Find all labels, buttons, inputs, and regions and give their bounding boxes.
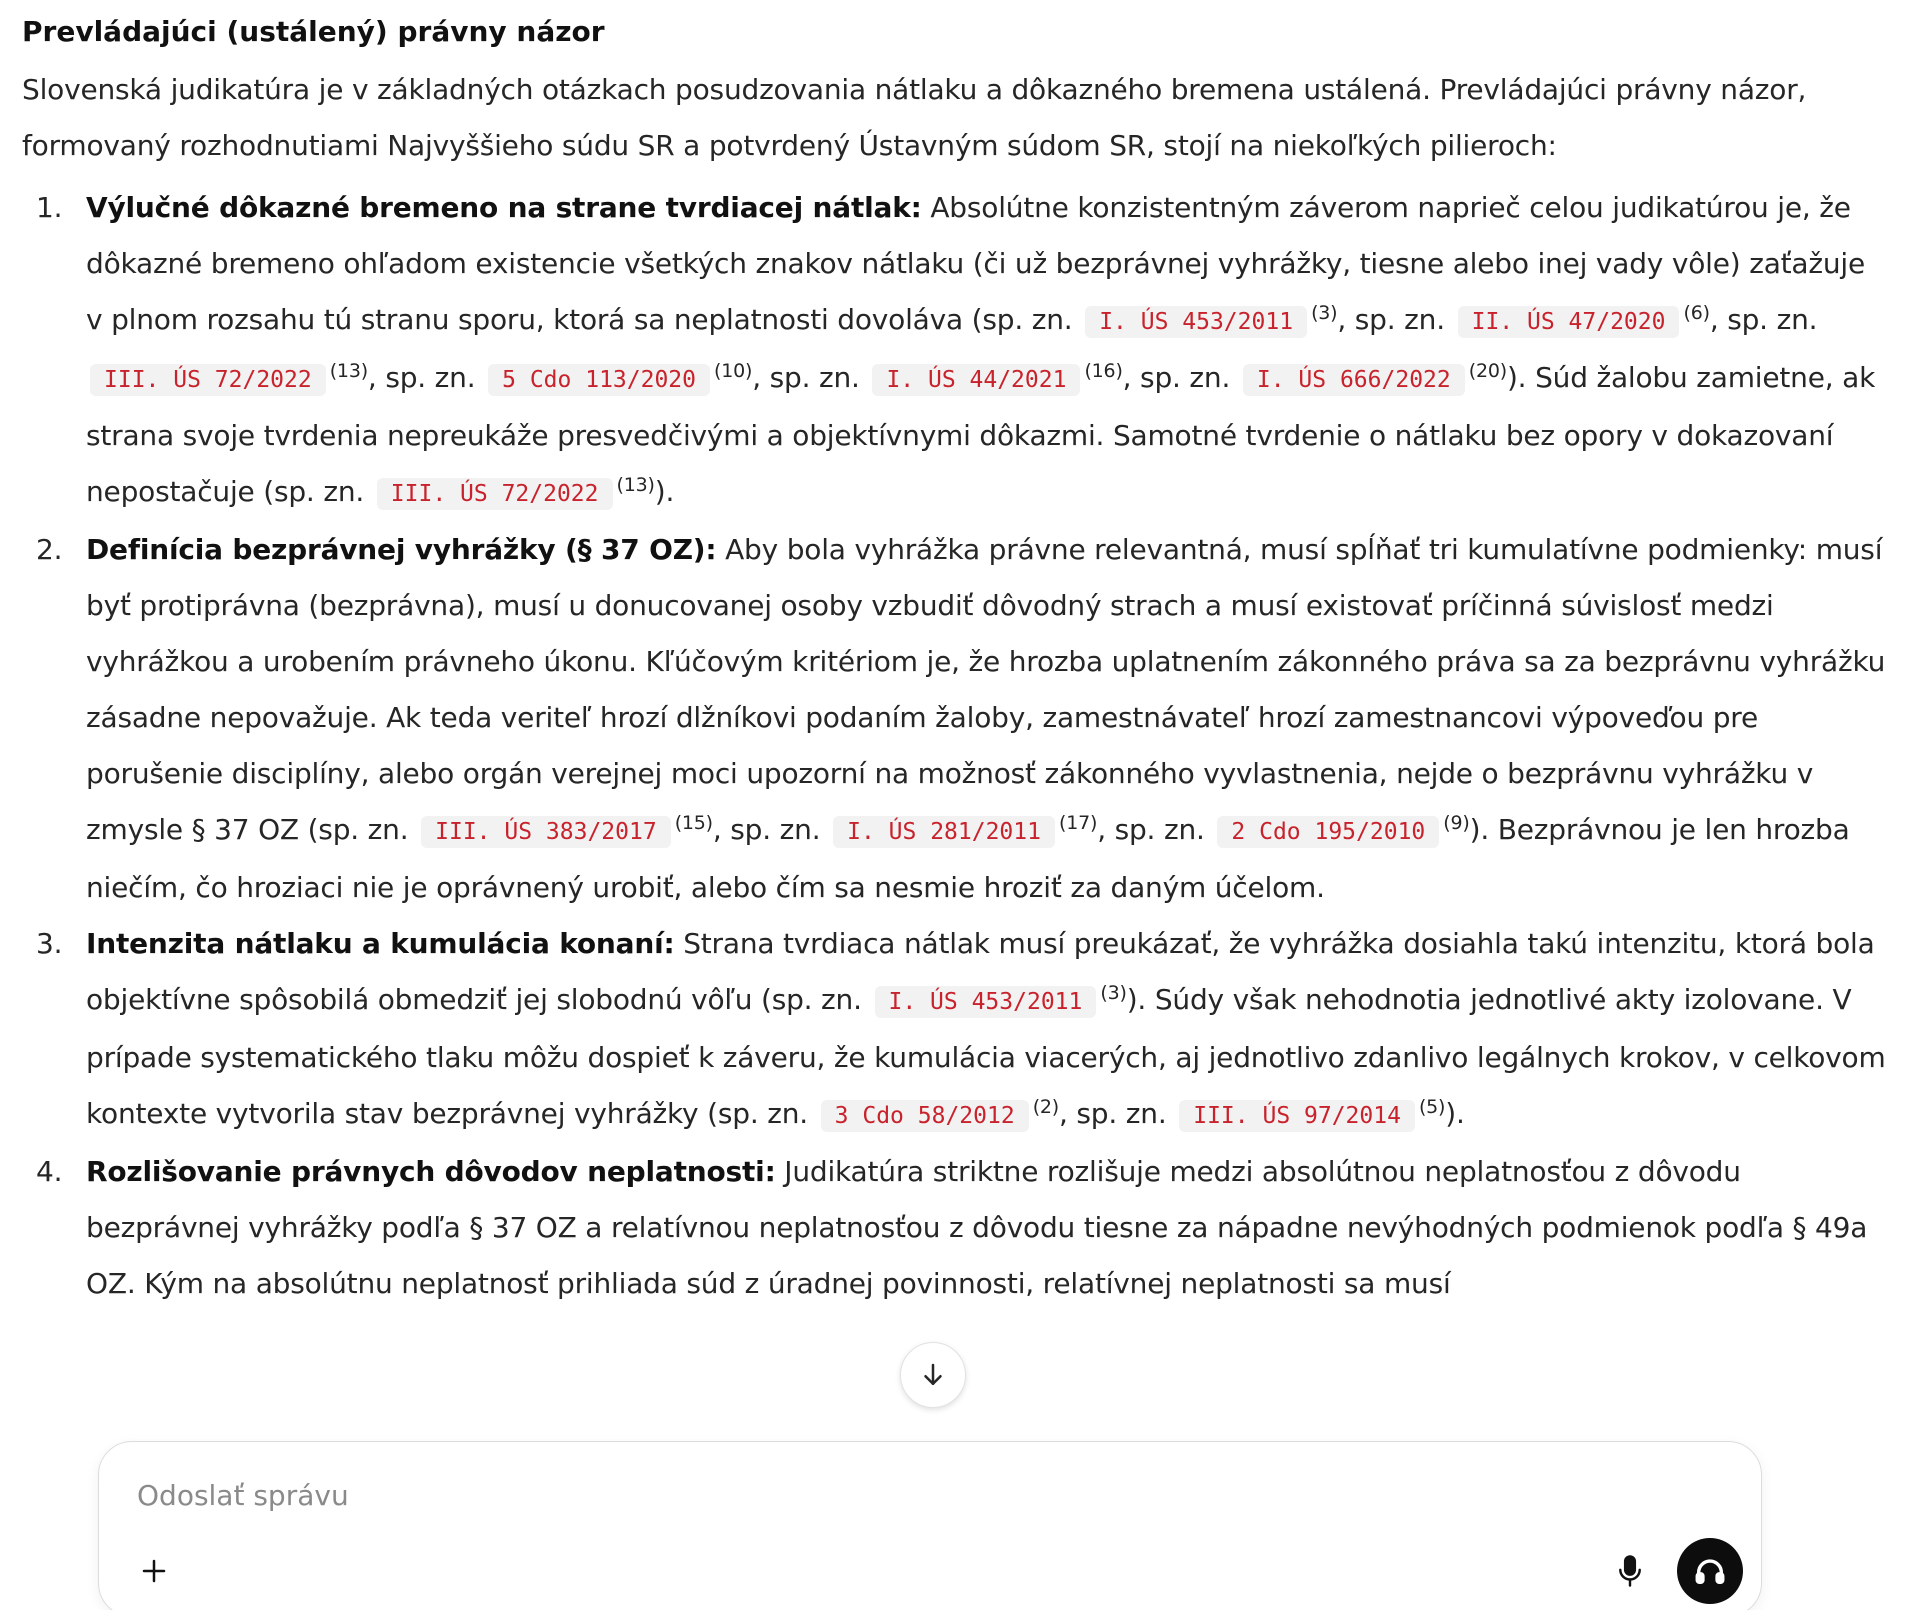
pillar-text: ).	[654, 475, 675, 508]
citation-number[interactable]: (5)	[1418, 1096, 1446, 1118]
case-reference: III. ÚS 97/2014	[1179, 1100, 1415, 1132]
intro-paragraph: Slovenská judikatúra je v základných otázkach posudzovania nátlaku a dôkazného bremena ustálená. Prevládajúci právny názor, formovaný rozhodnutiami Najvyššieho súdu SR a potvrdený Ústavným súdom SR, stojí na niekoľkých pilieroch:	[22, 73, 1807, 162]
pillar-title: Rozlišovanie právnych dôvodov neplatnosti:	[86, 1155, 776, 1188]
citation-number[interactable]: (13)	[616, 474, 655, 496]
citation-number[interactable]: (16)	[1084, 360, 1123, 382]
list-number: 2.	[36, 533, 63, 566]
pillar-text: Aby bola vyhrážka právne relevantná, musí spĺňať tri kumulatívne podmienky: musí byť protiprávna (bezprávna), musí u donucovanej osoby vzbudiť dôvodný strach a musí existovať príčinná súvislosť medzi vyhrážkou a urobením právneho úkonu. Kľúčovým kritériom je, že hrozba uplatnením zákonného práva sa za bezprávnu vyhrážku zásadne nepovažuje. Ak teda veriteľ hrozí dlžníkovi podaním žaloby, zamestnávateľ hrozí zamestnancovi výpoveďou pre porušenie disciplíny, alebo orgán verejnej moci upozorní na možnosť zákonného vyvlastnenia, nejde o bezprávnu vyhrážku v zmysle § 37 OZ (sp. zn.	[86, 533, 1886, 846]
case-reference: I. ÚS 453/2011	[875, 986, 1097, 1018]
list-item	[22, 1144, 1888, 1312]
case-reference: III. ÚS 383/2017	[421, 816, 671, 848]
pillar-title: Výlučné dôkazné bremeno na strane tvrdiacej nátlak:	[86, 191, 922, 224]
case-reference: 2 Cdo 195/2010	[1217, 816, 1439, 848]
pillar-text: , sp. zn.	[1122, 361, 1231, 394]
pillar-text: ). Súdy však nehodnotia jednotlivé akty izolovane. V prípade systematického tlaku môžu dospieť k záveru, že kumulácia viacerých, aj jednotlivo zdanlivo legálnych krokov, v celkovom kontexte vytvorila stav bezprávnej vyhrážky (sp. zn.	[86, 983, 1886, 1130]
citation-number[interactable]: (17)	[1058, 812, 1098, 834]
section-heading: Prevládajúci (ustálený) právny názor	[22, 15, 605, 48]
pillar-text: ).	[1445, 1097, 1465, 1130]
citation-number[interactable]: (9)	[1443, 812, 1470, 834]
case-reference: II. ÚS 47/2020	[1458, 306, 1680, 338]
list-item	[22, 180, 1888, 522]
pillar-text: , sp. zn.	[1337, 303, 1445, 336]
pillar-text: ). Bezprávnou je len hrozba niečím, čo hroziaci nie je oprávnený urobiť, alebo čím sa nesmie hroziť za daným účelom.	[86, 813, 1850, 904]
citation-number[interactable]: (3)	[1311, 302, 1338, 324]
pillar-text: Judikatúra striktne rozlišuje medzi absolútnou neplatnosťou z dôvodu bezprávnej vyhrážky podľa § 37 OZ a relatívnou neplatnosťou z dôvodu tiesne za nápadne nevýhodných podmienok podľa § 49a OZ. Kým na absolútnu neplatnosť prihliada súd z úradnej povinnosti, relatívnej neplatnosti sa musí	[86, 1155, 1868, 1300]
list-item	[22, 522, 1888, 916]
scroll-to-bottom-button[interactable]	[900, 1342, 966, 1408]
citation-number[interactable]: (15)	[674, 812, 713, 834]
pillar-text: , sp. zn.	[1059, 1097, 1167, 1130]
message-content	[22, 12, 1888, 1312]
case-reference: I. ÚS 44/2021	[872, 364, 1080, 396]
message-composer	[98, 1441, 1762, 1610]
list-number: 1.	[36, 191, 63, 224]
citation-number[interactable]: (13)	[329, 360, 368, 382]
arrow-down-icon	[918, 1360, 948, 1390]
citation-number[interactable]: (6)	[1683, 302, 1710, 324]
pillar-text: , sp. zn.	[1709, 303, 1818, 336]
pillar-text: ). Súd žalobu zamietne, ak strana svoje tvrdenia nepreukáže presvedčivými a objektívnymi dôkazmi. Samotné tvrdenie o nátlaku bez opory v dokazovaní nepostačuje (sp. zn.	[86, 361, 1876, 508]
citation-number[interactable]: (20)	[1468, 360, 1507, 382]
case-reference: III. ÚS 72/2022	[377, 478, 613, 510]
case-reference: 5 Cdo 113/2020	[488, 364, 710, 396]
pillar-title: Definícia bezprávnej vyhrážky (§ 37 OZ):	[86, 533, 717, 566]
pillar-text: , sp. zn.	[712, 813, 821, 846]
case-reference: 3 Cdo 58/2012	[821, 1100, 1029, 1132]
voice-mode-button[interactable]	[1677, 1538, 1743, 1604]
message-input[interactable]	[135, 1472, 1639, 1518]
pillar-text: , sp. zn.	[752, 361, 860, 394]
case-reference: I. ÚS 666/2022	[1243, 364, 1465, 396]
case-reference: I. ÚS 281/2011	[833, 816, 1055, 848]
headphones-icon	[1693, 1554, 1727, 1588]
pillar-text: Strana tvrdiaca nátlak musí preukázať, že vyhrážka dosiahla takú intenzitu, ktorá bola objektívne spôsobilá obmedziť jej slobodnú vôľu (sp. zn.	[86, 927, 1875, 1016]
pillar-title: Intenzita nátlaku a kumulácia konaní:	[86, 927, 675, 960]
case-reference: I. ÚS 453/2011	[1085, 306, 1307, 338]
citation-number[interactable]: (10)	[714, 360, 753, 382]
pillars-list	[22, 180, 1888, 1312]
list-number: 4.	[36, 1155, 63, 1188]
list-number: 3.	[36, 927, 63, 960]
pillar-text: , sp. zn.	[1097, 813, 1205, 846]
citation-number[interactable]: (3)	[1100, 982, 1127, 1004]
plus-icon	[139, 1556, 169, 1586]
microphone-icon	[1615, 1554, 1645, 1588]
pillar-text: , sp. zn.	[367, 361, 476, 394]
list-item	[22, 916, 1888, 1144]
pillar-text: Absolútne konzistentným záverom naprieč celou judikatúrou je, že dôkazné bremeno ohľadom existencie všetkých znakov nátlaku (či už bezprávnej vyhrážky, tiesne alebo inej vady vôle) zaťažuje v plnom rozsahu tú stranu sporu, ktorá sa neplatnosti dovoláva (sp. zn.	[86, 191, 1866, 336]
citation-number[interactable]: (2)	[1032, 1096, 1060, 1118]
case-reference: III. ÚS 72/2022	[90, 364, 326, 396]
dictate-button[interactable]	[1605, 1546, 1655, 1596]
add-attachment-button[interactable]	[129, 1546, 179, 1596]
